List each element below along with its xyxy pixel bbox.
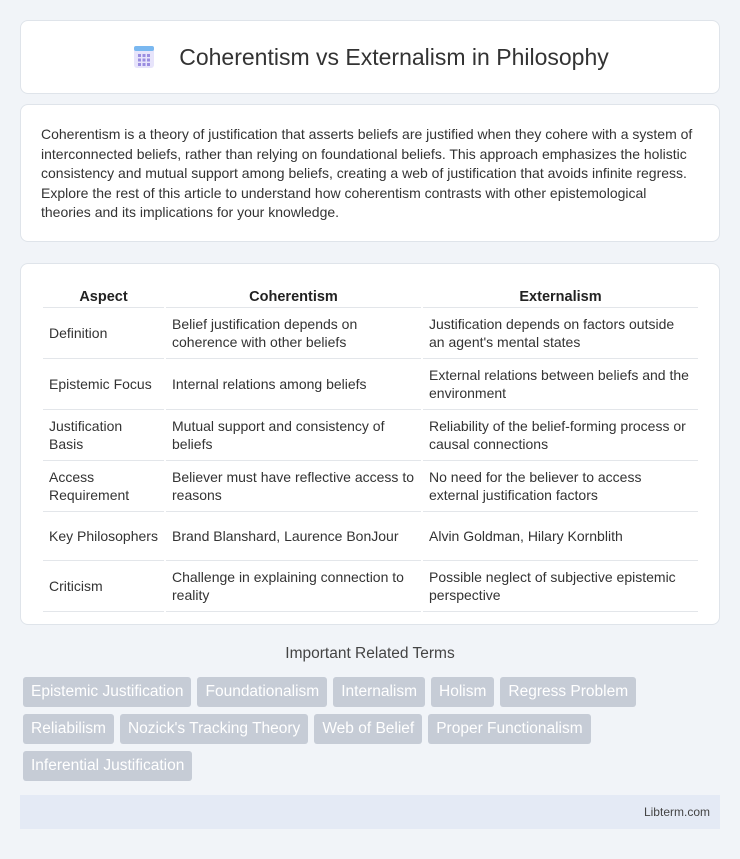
aspect-cell: Epistemic Focus <box>43 359 165 410</box>
table-row <box>43 308 698 359</box>
aspect-cell: Justification Basis <box>43 410 165 461</box>
footer <box>20 795 720 829</box>
comparison-table-card <box>20 263 720 625</box>
externalism-cell: Possible neglect of subjective epistemic perspective <box>422 561 698 612</box>
document-grid-icon <box>131 44 157 70</box>
related-terms-title: Important Related Terms <box>285 645 455 662</box>
related-terms-list <box>23 677 723 781</box>
aspect-cell: Criticism <box>43 561 165 612</box>
externalism-cell: Reliability of the belief-forming process or causal connections <box>422 410 698 461</box>
comparison-table <box>43 284 698 612</box>
related-term-tag[interactable]: Proper Functionalism <box>428 714 590 744</box>
table-row <box>43 561 698 612</box>
externalism-cell: No need for the believer to access external justification factors <box>422 461 698 512</box>
intro-text: Coherentism is a theory of justification that asserts beliefs are justified when they cohere with a system of interconnected beliefs, rather than relying on foundational beliefs. This approach emphasizes the holistic consistency and mutual support among beliefs, creating a web of justification that avoids infinite regress. Explore the rest of this article to understand how coherentism contrasts with other epistemological theories and its implications for your knowledge. <box>41 126 693 221</box>
coherentism-cell: Challenge in explaining connection to reality <box>165 561 422 612</box>
aspect-cell: Definition <box>43 308 165 359</box>
coherentism-cell: Internal relations among beliefs <box>165 359 422 410</box>
table-header-row <box>43 284 698 308</box>
table-row <box>43 359 698 410</box>
related-term-tag[interactable]: Web of Belief <box>314 714 422 744</box>
coherentism-cell: Believer must have reflective access to reasons <box>165 461 422 512</box>
externalism-cell: External relations between beliefs and the environment <box>422 359 698 410</box>
column-header-coherentism: Coherentism <box>165 284 422 308</box>
footer-site-link[interactable]: Libterm.com <box>643 805 710 819</box>
coherentism-cell: Mutual support and consistency of beliefs <box>165 410 422 461</box>
related-term-tag[interactable]: Inferential Justification <box>23 751 192 781</box>
intro-card <box>20 104 720 242</box>
related-term-tag[interactable]: Foundationalism <box>197 677 327 707</box>
related-term-tag[interactable]: Nozick's Tracking Theory <box>120 714 308 744</box>
externalism-cell: Alvin Goldman, Hilary Kornblith <box>422 512 698 561</box>
column-header-aspect: Aspect <box>43 284 165 308</box>
related-term-tag[interactable]: Holism <box>431 677 494 707</box>
related-term-tag[interactable]: Reliabilism <box>23 714 114 744</box>
header-card <box>20 20 720 94</box>
table-row <box>43 410 698 461</box>
coherentism-cell: Brand Blanshard, Laurence BonJour <box>165 512 422 561</box>
aspect-cell: Access Requirement <box>43 461 165 512</box>
column-header-externalism: Externalism <box>422 284 698 308</box>
externalism-cell: Justification depends on factors outside an agent's mental states <box>422 308 698 359</box>
related-term-tag[interactable]: Epistemic Justification <box>23 677 191 707</box>
related-term-tag[interactable]: Regress Problem <box>500 677 636 707</box>
aspect-cell: Key Philosophers <box>43 512 165 561</box>
page-title: Coherentism vs Externalism in Philosophy <box>179 43 609 70</box>
table-row <box>43 461 698 512</box>
coherentism-cell: Belief justification depends on coherence with other beliefs <box>165 308 422 359</box>
related-term-tag[interactable]: Internalism <box>333 677 425 707</box>
table-row <box>43 512 698 561</box>
